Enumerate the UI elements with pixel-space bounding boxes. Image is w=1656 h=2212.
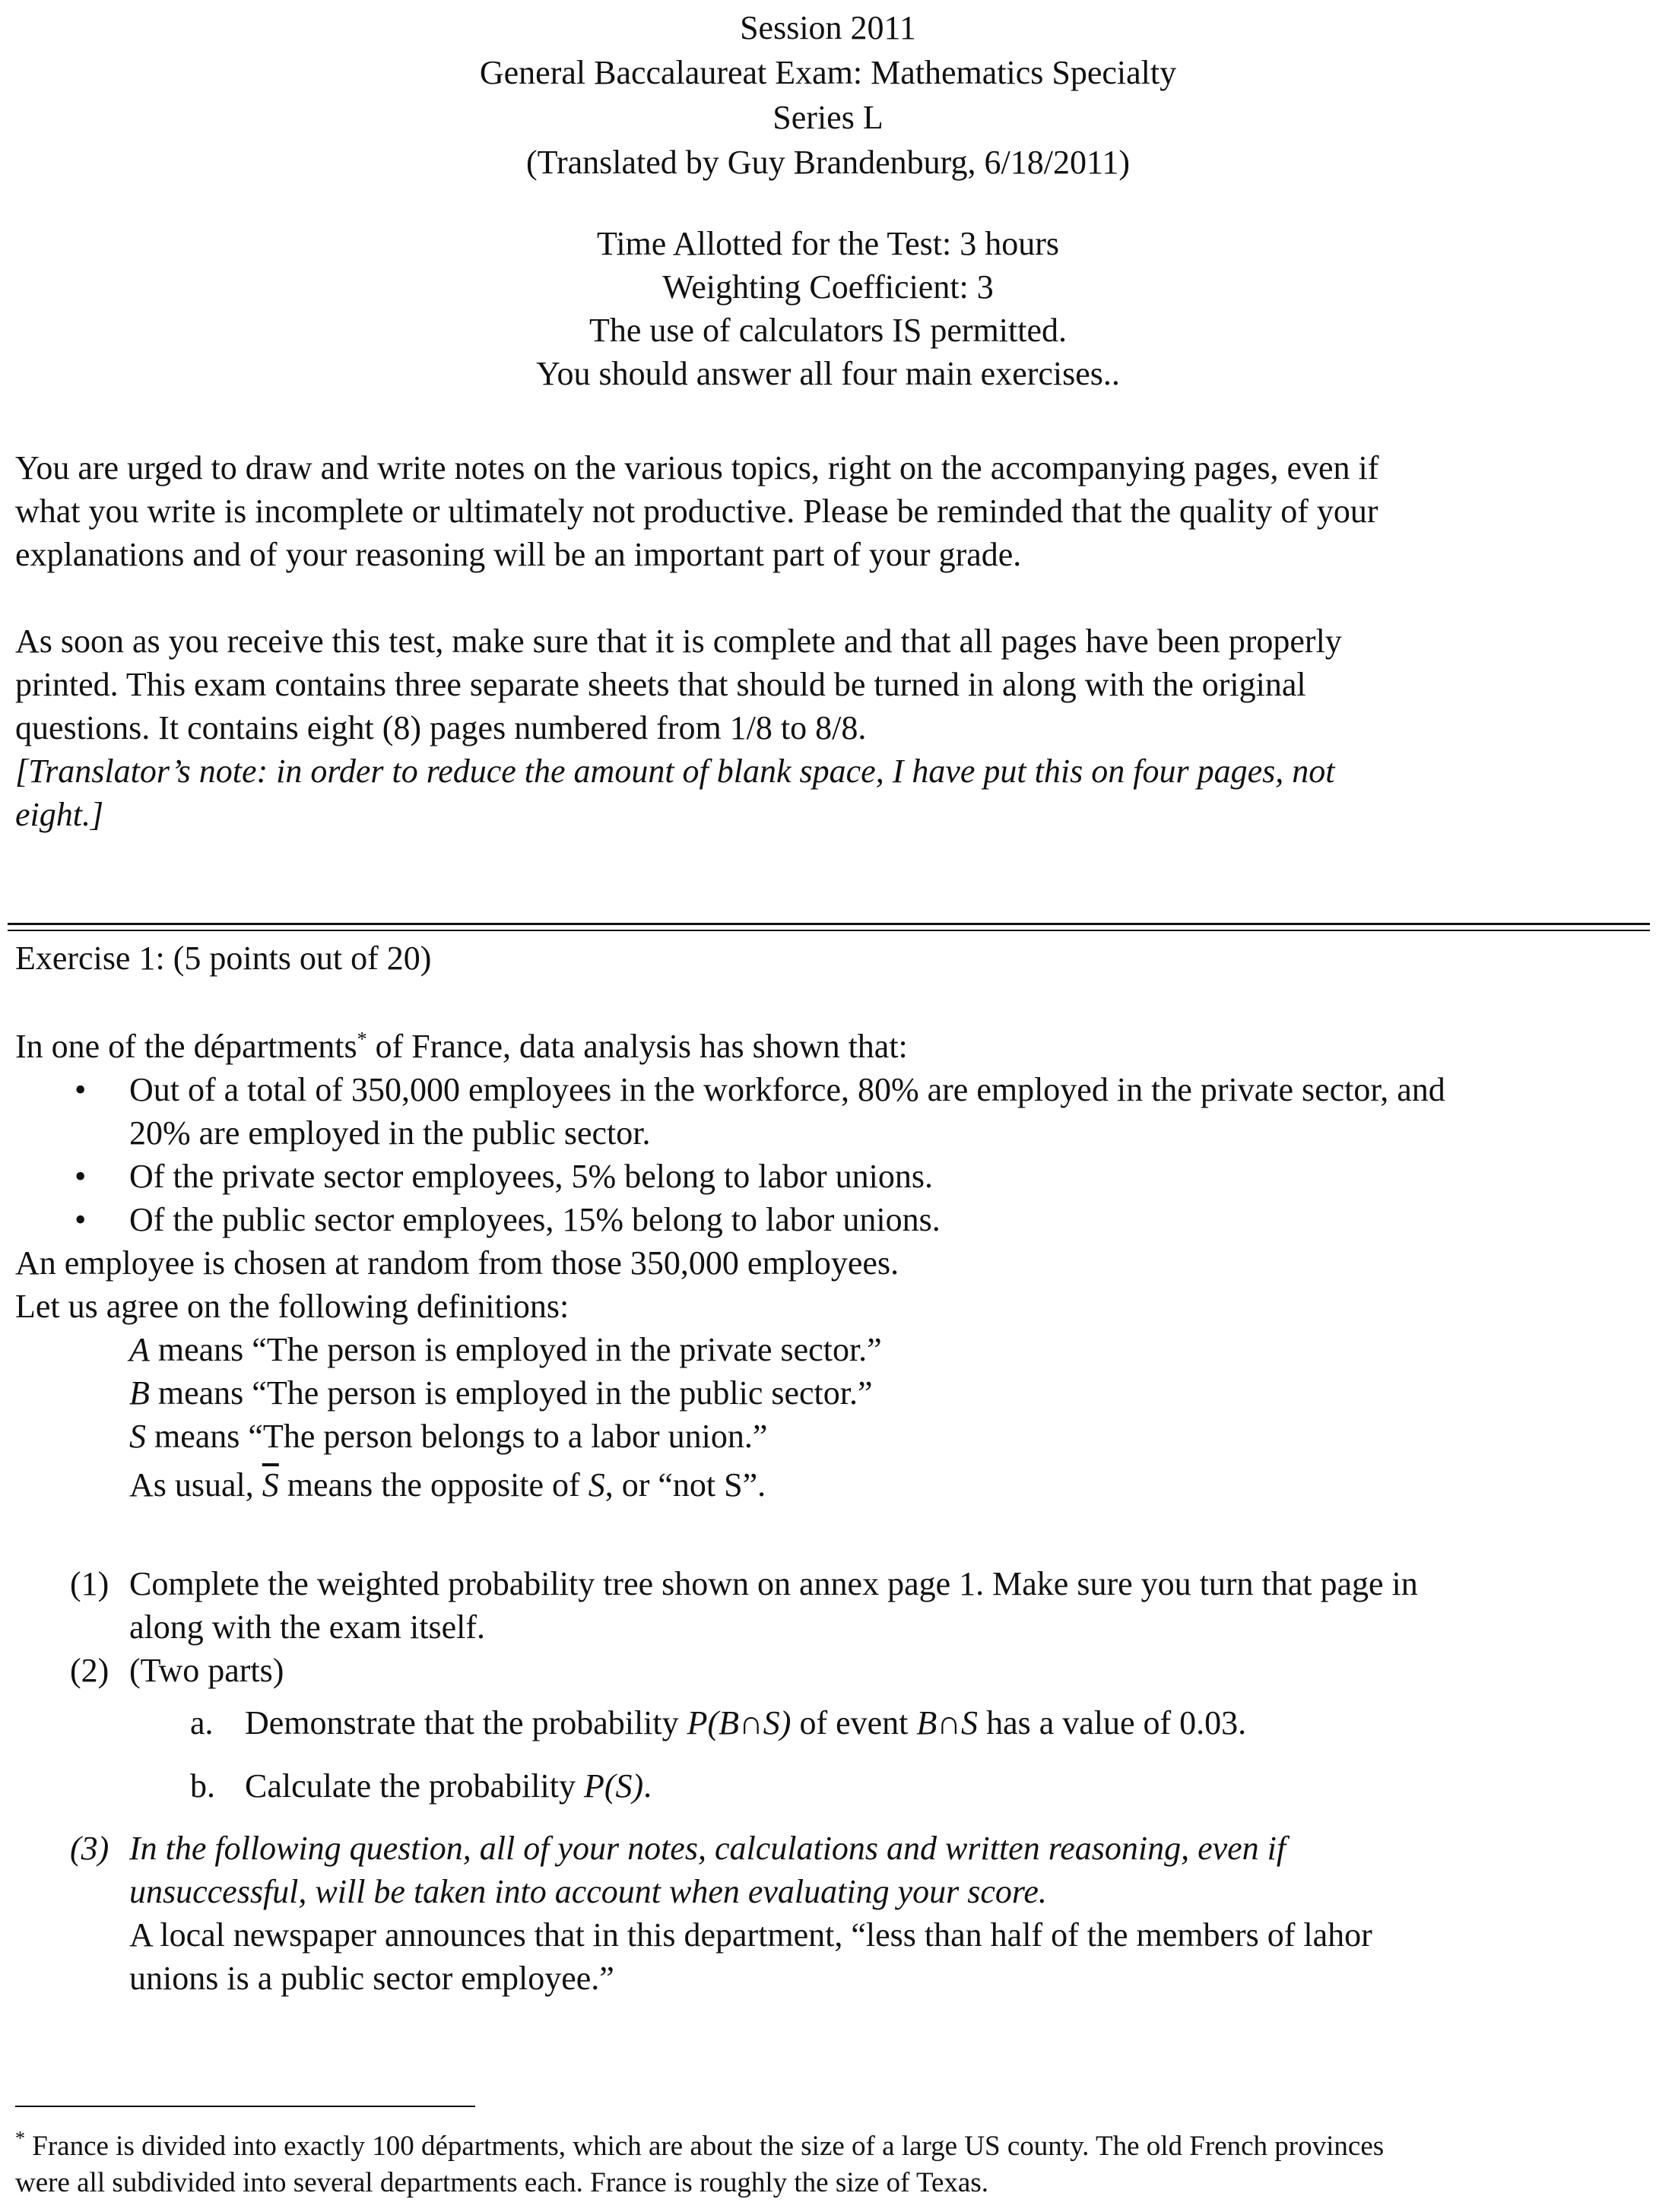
- footnote-marker: *: [15, 2127, 25, 2150]
- weighting-coefficient: Weighting Coefficient: 3: [662, 268, 994, 306]
- random-choice-line: An employee is chosen at random from those 350,000 employees.: [15, 1244, 899, 1282]
- session-line: Session 2011: [740, 9, 916, 46]
- answer-note: You should answer all four main exercises..: [536, 355, 1120, 392]
- exam-header: [0, 6, 1656, 185]
- definition-b: B means “The person is employed in the public sector.”: [129, 1374, 873, 1412]
- completeness-paragraph: [15, 620, 1642, 836]
- footnote: [15, 2128, 1642, 2201]
- paragraph-line: what you write is incomplete or ultimately not productive. Please be reminded that the quality of your: [15, 493, 1378, 530]
- paragraph-line: questions. It contains eight (8) pages numbered from 1/8 to 8/8.: [15, 709, 867, 746]
- paragraph-line: printed. This exam contains three separate sheets that should be turned in along with the original: [15, 666, 1306, 703]
- question-note: unsuccessful, will be taken into account when evaluating your score.: [129, 1873, 1047, 1910]
- section-divider: [8, 923, 1650, 925]
- series-line: Series L: [772, 99, 884, 136]
- question-2b: Calculate the probability P(S).: [245, 1767, 652, 1805]
- footnote-marker: *: [357, 1028, 367, 1051]
- bullet-text: Of the public sector employees, 15% belong to labor unions.: [129, 1201, 941, 1238]
- calculator-note: The use of calculators IS permitted.: [588, 312, 1067, 349]
- definition-s: S means “The person belongs to a labor union.”: [129, 1418, 768, 1455]
- bullet-icon: •: [75, 1071, 87, 1108]
- exercise-setup: [15, 1241, 1642, 1328]
- translator-line: (Translated by Guy Brandenburg, 6/18/2011): [526, 144, 1130, 181]
- translator-note-line: [Translator’s note: in order to reduce the amount of blank space, I have put this on four pages, not: [15, 753, 1335, 790]
- footnote-text: were all subdivided into several departments each. France is roughly the size of Texas.: [15, 2167, 989, 2198]
- paragraph-line: As soon as you receive this test, make sure that it is complete and that all pages have been properly: [15, 623, 1342, 660]
- probability-expression: P(S): [583, 1767, 644, 1805]
- question-text: unions is a public sector employee.”: [129, 1960, 614, 1997]
- bullet-text: Of the private sector employees, 5% belong to labor unions.: [129, 1158, 933, 1195]
- question-2-text: (Two parts): [129, 1652, 284, 1689]
- exam-title: General Baccalaureat Exam: Mathematics Specialty: [479, 54, 1177, 91]
- paragraph-line: explanations and of your reasoning will be an important part of your grade.: [15, 536, 1022, 573]
- section-divider-thin: [8, 930, 1650, 931]
- question-text: along with the exam itself.: [129, 1608, 485, 1646]
- definition-not-s: As usual, $\overline{S}$ means the opposite of S, or “not S”.: [129, 1466, 766, 1504]
- definitions-intro: Let us agree on the following definitions:: [15, 1288, 569, 1325]
- intro-text: In one of the départments: [15, 1028, 357, 1065]
- question-text: A local newspaper announces that in this department, “less than half of the members of lahor: [129, 1916, 1372, 1954]
- question-text: Complete the weighted probability tree shown on annex page 1. Make sure you turn that page in: [129, 1565, 1418, 1602]
- question-2b-label: b.: [190, 1767, 215, 1805]
- notes-paragraph: [15, 446, 1642, 576]
- question-2a-label: a.: [190, 1704, 214, 1741]
- question-1: [129, 1562, 1418, 1649]
- translator-note-line: eight.]: [15, 796, 104, 833]
- probability-expression: P(B∩S): [687, 1704, 792, 1741]
- event-expression: B∩S: [916, 1704, 979, 1741]
- definition-a: A means “The person is employed in the private sector.”: [129, 1331, 882, 1368]
- intro-line: [15, 1025, 1642, 1068]
- intro-text-end: of France, data analysis has shown that:: [366, 1028, 908, 1065]
- time-allotted: Time Allotted for the Test: 3 hours: [596, 225, 1060, 262]
- bullet-text: Out of a total of 350,000 employees in the workforce, 80% are employed in the private sector, and: [129, 1071, 1445, 1108]
- question-2-number: (2): [70, 1652, 109, 1689]
- question-note: In the following question, all of your notes, calculations and written reasoning, even if: [129, 1830, 1286, 1867]
- exercise-intro: [15, 1025, 1642, 1068]
- footnote-text: France is divided into exactly 100 départments, which are about the size of a large US county. The old French provinces: [25, 2131, 1385, 2162]
- question-3: [129, 1827, 1372, 2000]
- paragraph-line: You are urged to draw and write notes on the various topics, right on the accompanying pages, even if: [15, 449, 1379, 486]
- exam-instructions: [0, 222, 1656, 395]
- question-3-number: (3): [70, 1830, 109, 1867]
- question-2a: Demonstrate that the probability P(B∩S) of event B∩S has a value of 0.03.: [245, 1704, 1247, 1741]
- footnote-rule: [15, 2106, 475, 2107]
- s-bar-symbol: $\overline{S}$: [262, 1466, 279, 1504]
- bullet-icon: •: [75, 1158, 87, 1195]
- question-1-number: (1): [70, 1565, 109, 1602]
- bullet-icon: •: [75, 1201, 87, 1238]
- exercise-title: Exercise 1: (5 points out of 20): [15, 940, 432, 977]
- bullet-text: 20% are employed in the public sector.: [129, 1114, 651, 1152]
